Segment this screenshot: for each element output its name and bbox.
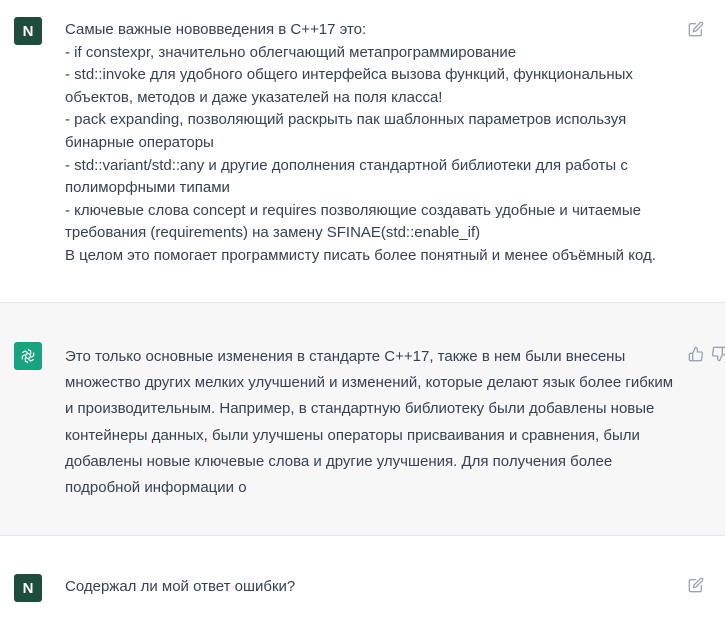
assistant-message-text: Это только основные изменения в стандарте C++17, также в нем были внесены множество других мелких улучшений и изменений, которые делают язык более гибким и производительным. Например, в стандартную библиотеку были добавлены новые контейнеры данных, были улучшены операторы присваивания и сравнения, были добавлены новые ключевые слова и другие улучшения. Для получения более подробной информации о [65,348,674,497]
thumbs-up-icon[interactable] [688,346,704,362]
edit-icon[interactable] [688,21,704,37]
user-message-turn-2 [0,536,725,633]
assistant-message-turn [0,303,725,536]
user-avatar: N [14,574,42,602]
user-message-text: Содержал ли мой ответ ошибки? [65,578,296,595]
user-avatar: N [14,17,42,45]
openai-logo-icon [14,342,42,370]
user-message-turn-1 [0,0,725,303]
thumbs-down-icon[interactable] [711,346,725,362]
user-message-text: Самые важные нововведения в C++17 это: - if constexpr, значительно облегчающий метапрограммирование - std::invoke для удобного общего интерфейса вызова функций, функциональных объектов, методов и даже указателей на поля класса! - pack expanding, позволяющий раскрыть пак шаблонных параметров используя бинарные операторы - std::variant/std::any и другие дополнения стандартной библиотеки для работы с полиморфными типами - ключевые слова concept и requires позволяющие создавать удобные и читаемые требования (requirements) на замену SFINAE(std::enable_if) В целом это помогает программисту писать более понятный и менее объёмный код. [65,21,656,264]
edit-icon[interactable] [688,577,704,593]
